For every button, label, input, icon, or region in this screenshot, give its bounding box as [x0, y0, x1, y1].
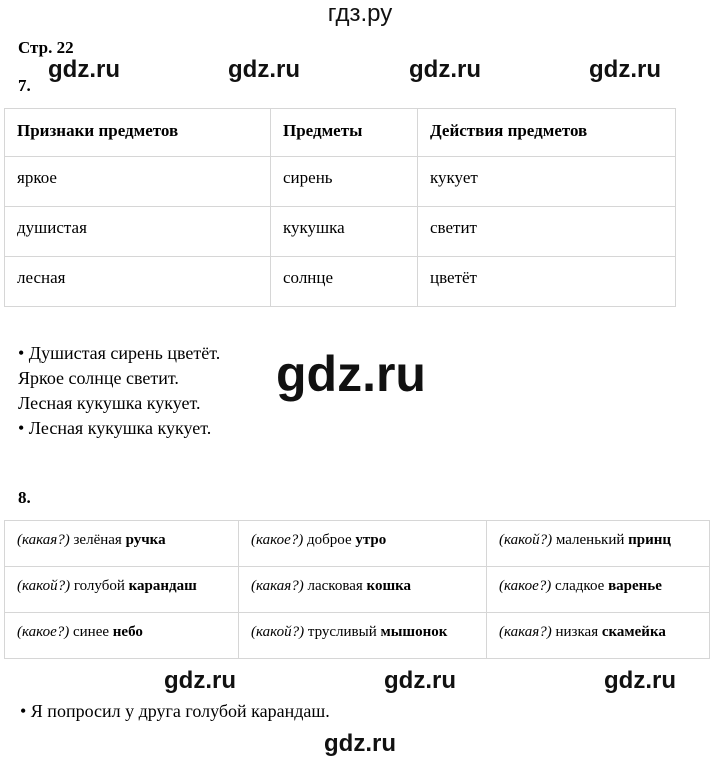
table-cell [5, 567, 239, 613]
noun: варенье [608, 578, 662, 594]
column-header: Предметы [271, 109, 418, 157]
noun: ручка [125, 532, 166, 548]
table-cell: сирень [271, 157, 418, 207]
watermark-large: gdz.ru [276, 346, 426, 402]
table-cell: солнце [271, 257, 418, 307]
adjective: трусливый [307, 624, 377, 640]
sentence: Яркое солнце светит. [18, 368, 179, 388]
table-header-row [5, 109, 676, 157]
table-row [5, 567, 710, 613]
table-cell [487, 521, 710, 567]
question: (какой?) [17, 578, 71, 594]
table-cell [5, 521, 239, 567]
table-row [5, 157, 676, 207]
noun: скамейка [601, 624, 666, 640]
table-cell: цветёт [418, 257, 676, 307]
adjective: зелёная [73, 532, 122, 548]
adjective: сладкое [555, 578, 605, 594]
question: (какая?) [17, 532, 70, 548]
adjective: синее [73, 624, 110, 640]
table-row [5, 613, 710, 659]
watermark: gdz.ru [409, 56, 481, 83]
sentence: Лесная кукушка кукует. [18, 393, 201, 413]
task-8-sentence: • Я попросил у друга голубой карандаш. [20, 701, 330, 721]
question: (какая?) [251, 578, 304, 594]
table-cell [5, 613, 239, 659]
table-cell [239, 521, 487, 567]
question: (какой?) [499, 532, 553, 548]
task-8-number: 8. [18, 488, 31, 507]
watermark: gdz.ru [384, 667, 456, 694]
task-7-number: 7. [18, 76, 31, 95]
adjective: голубой [73, 578, 125, 594]
table-cell: яркое [5, 157, 271, 207]
page-label: Стр. 22 [18, 38, 74, 57]
sentence: • Душистая сирень цветёт. [18, 343, 221, 363]
task-7-sentences [18, 341, 220, 441]
question: (какое?) [499, 578, 552, 594]
column-header: Признаки предметов [5, 109, 271, 157]
table-row [5, 521, 710, 567]
table-cell [239, 613, 487, 659]
table-cell: кукует [418, 157, 676, 207]
noun: небо [112, 624, 143, 640]
noun: кошка [366, 578, 412, 594]
adjective: ласковая [307, 578, 363, 594]
question: (какое?) [251, 532, 304, 548]
adjective: маленький [555, 532, 625, 548]
table-row [5, 207, 676, 257]
watermark: gdz.ru [48, 56, 120, 83]
adjective: доброе [307, 532, 352, 548]
table-cell: лесная [5, 257, 271, 307]
table-cell [487, 613, 710, 659]
task-8-table [4, 520, 710, 659]
question: (какой?) [251, 624, 305, 640]
noun: утро [355, 532, 387, 548]
noun: принц [628, 532, 672, 548]
watermark: gdz.ru [228, 56, 300, 83]
noun: мышонок [380, 624, 448, 640]
table-cell [239, 567, 487, 613]
table-cell: кукушка [271, 207, 418, 257]
noun: карандаш [128, 578, 197, 594]
question: (какая?) [499, 624, 552, 640]
site-header-title: гдз.ру [327, 0, 393, 27]
watermark: gdz.ru [324, 730, 396, 757]
column-header: Действия предметов [418, 109, 676, 157]
table-row [5, 257, 676, 307]
watermark: gdz.ru [164, 667, 236, 694]
watermark: gdz.ru [589, 56, 661, 83]
table-cell: душистая [5, 207, 271, 257]
question: (какое?) [17, 624, 70, 640]
sentence: • Лесная кукушка кукует. [18, 418, 212, 438]
watermark: gdz.ru [604, 667, 676, 694]
adjective: низкая [555, 624, 599, 640]
table-cell [487, 567, 710, 613]
table-cell: светит [418, 207, 676, 257]
task-7-table [4, 108, 676, 307]
